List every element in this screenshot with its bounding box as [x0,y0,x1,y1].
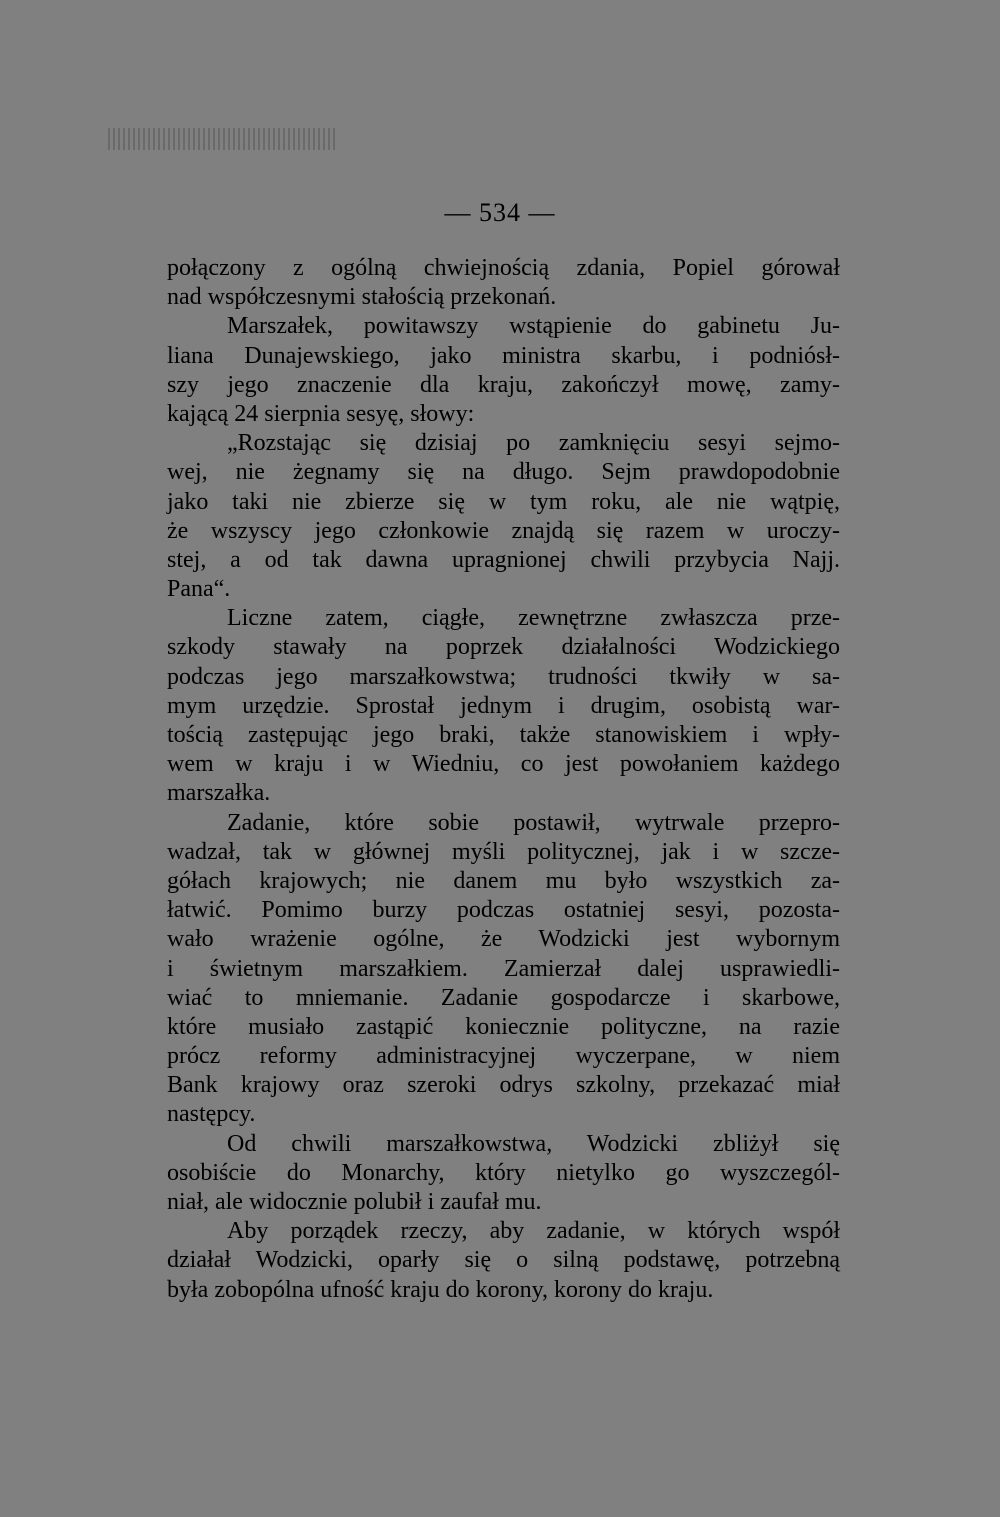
text-line: połączony z ogólną chwiejnością zdania, Popiel górował [167,255,840,281]
text-line: jako taki nie zbierze się w tym roku, ale nie wątpię, [167,488,840,515]
text-line: „Rozstając się dzisiaj po zamknięciu sesyi sejmo- [227,430,840,457]
text-line: łatwić. Pomimo burzy podczas ostatniej sesyi, pozosta- [167,897,840,924]
text-line: była zobopólna ufność kraju do korony, korony do kraju. [167,1276,714,1303]
text-line: wadzał, tak w głównej myśli politycznej, jak i w szcze- [167,838,840,865]
text-line: kającą 24 sierpnia sesyę, słowy: [167,400,475,427]
page-number: — 534 — [444,198,556,227]
text-line: Aby porządek rzeczy, aby zadanie, w których współ [227,1218,840,1245]
body-text [167,254,840,1305]
text-line: że wszyscy jego członkowie znajdą się razem w uroczy- [167,517,840,544]
text-line: niał, ale widocznie polubił i zaufał mu. [167,1189,542,1215]
text-line: Marszałek, powitawszy wstąpienie do gabinetu Ju- [227,313,840,340]
text-line: wem w kraju i w Wiedniu, co jest powołaniem każdego [167,751,840,778]
text-line: następcy. [167,1101,256,1128]
text-line: i świetnym marszałkiem. Zamierzał dalej usprawiedli- [167,955,840,982]
scan-artifact [108,128,338,150]
text-line: Zadanie, które sobie postawił, wytrwale przepro- [227,809,840,836]
text-line: mym urzędzie. Sprostał jednym i drugim, osobistą war- [167,692,840,719]
text-line: osobiście do Monarchy, który nietylko go wyszczegól- [167,1159,840,1186]
text-line: liana Dunajewskiego, jako ministra skarbu, i podniósł- [167,342,840,369]
text-line: wało wrażenie ogólne, że Wodzicki jest wybornym [167,926,840,953]
text-line: szkody stawały na poprzek działalności Wodzickiego [167,634,840,661]
text-line: prócz reformy administracyjnej wyczerpane, w niem [167,1043,840,1070]
text-line: nad współczesnymi stałością przekonań. [167,284,557,311]
text-line: Bank krajowy oraz szeroki odrys szkolny, przekazać miał [167,1072,840,1099]
text-line: podczas jego marszałkowstwa; trudności tkwiły w sa- [167,663,840,690]
text-line: stej, a od tak dawna upragnionej chwili przybycia Najj. [167,546,840,573]
text-line: szy jego znaczenie dla kraju, zakończył mowę, zamy- [167,371,840,398]
text-line: marszałka. [167,780,271,807]
text-line: wiać to mniemanie. Zadanie gospodarcze i skarbowe, [167,984,840,1011]
text-line: wej, nie żegnamy się na długo. Sejm prawdopodobnie [167,459,840,486]
text-line: które musiało zastąpić koniecznie polityczne, na razie [167,1013,840,1040]
text-line: Pana“. [167,576,231,603]
text-line: Od chwili marszałkowstwa, Wodzicki zbliżył się [227,1130,840,1157]
text-line: Liczne zatem, ciągłe, zewnętrzne zwłaszcza prze- [227,605,840,632]
text-line: działał Wodzicki, oparły się o silną podstawę, potrzebną [167,1247,840,1274]
text-line: gółach krajowych; nie danem mu było wszystkich za- [167,867,840,894]
text-line: tością zastępując jego braki, także stanowiskiem i wpły- [167,722,840,748]
